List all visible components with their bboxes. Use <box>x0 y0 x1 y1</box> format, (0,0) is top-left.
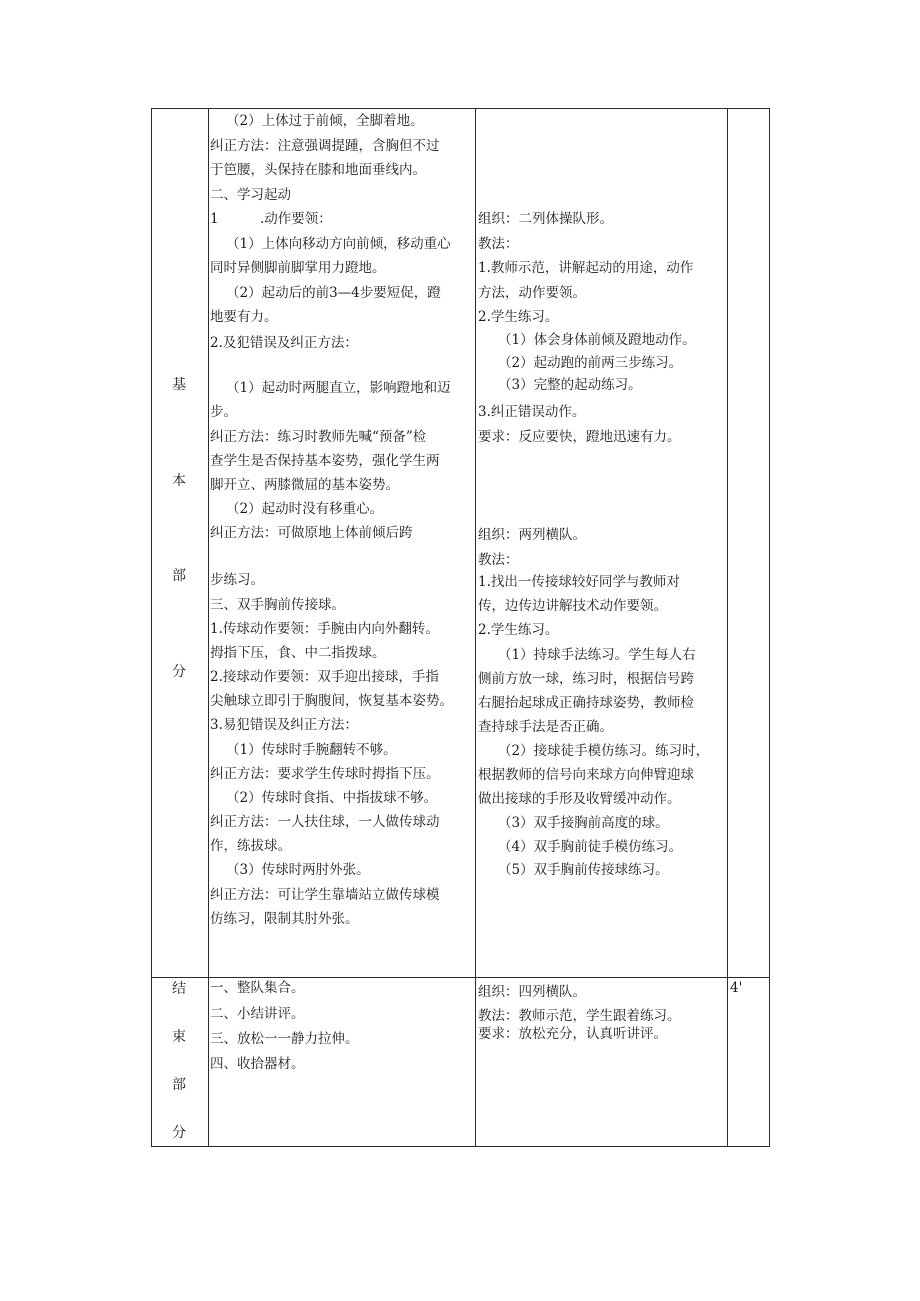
column-divider-1 <box>208 108 209 1147</box>
method-line: 组织：两列横队。 <box>478 527 586 543</box>
content-line: （2）起动时没有移重心。 <box>226 501 384 517</box>
content-line: 三、放松一一静力拉伸。 <box>210 1031 359 1047</box>
content-line: 2.接球动作要领：双手迎出接球，手指 <box>210 669 439 685</box>
table-border-top <box>151 108 770 109</box>
method-line: 组织：二列体操队形。 <box>478 211 613 227</box>
method-line: （2）接球徒手模仿练习。练习时， <box>498 743 710 759</box>
method-line: 要求：反应要快，蹬地迅速有力。 <box>478 429 681 445</box>
ending-time: 4' <box>730 980 743 996</box>
content-line: 纠正方法：一人扶住球，一人做传球动 <box>210 814 440 830</box>
content-line: 仿练习，限制其肘外张。 <box>210 911 359 927</box>
method-line: 查持球手法是否正确。 <box>478 719 613 735</box>
content-line: 纠正方法：注意强调提踵，含胸但不过 <box>210 138 440 154</box>
section-label-char: 束 <box>172 1029 186 1045</box>
column-divider-3 <box>727 108 728 1147</box>
section-label-char: 部 <box>172 568 186 584</box>
content-line: （2）上体过于前倾，全脚着地。 <box>226 113 424 129</box>
method-line: （3）双手接胸前高度的球。 <box>498 815 669 831</box>
method-line: 教法： <box>478 236 519 252</box>
section-label-char: 本 <box>172 473 186 489</box>
section-label-char: 分 <box>172 664 186 680</box>
table-border-left <box>151 108 152 1147</box>
content-line: 三、双手胸前传接球。 <box>210 597 345 613</box>
method-line: 右腿抬起球成正确持球姿势，教师检 <box>478 695 694 711</box>
section-label-char: 分 <box>172 1125 186 1141</box>
content-line: 尖触球立即引于胸腹间，恢复基本姿势。 <box>210 693 453 709</box>
content-line: 1 <box>210 211 219 227</box>
content-line: （3）传球时两肘外张。 <box>226 862 370 878</box>
method-line: 1.教师示范，讲解起动的用途，动作 <box>478 260 694 276</box>
column-divider-2 <box>475 108 476 1147</box>
method-line: 教法：教师示范，学生跟着练习。 <box>478 1008 681 1024</box>
content-line: 3.易犯错误及纠正方法： <box>210 717 358 733</box>
content-line: 一、整队集合。 <box>210 980 305 996</box>
method-line: （1）体会身体前倾及蹬地动作。 <box>498 332 696 348</box>
method-line: 组织：四列横队。 <box>478 984 586 1000</box>
method-line: 侧前方放一球，练习时，根据信号跨 <box>478 671 694 687</box>
content-line: 作，练拔球。 <box>210 838 291 854</box>
method-line: 教法： <box>478 552 519 568</box>
content-line: 二、学习起动 <box>210 187 291 203</box>
method-line: 根据教师的信号向来球方向伸臂迎球 <box>478 767 694 783</box>
method-line: （5）双手胸前传接球练习。 <box>498 862 669 878</box>
content-line: （1）传球时手腕翻转不够。 <box>226 742 397 758</box>
content-line: 地要有力。 <box>210 309 278 325</box>
content-line: 1.传球动作要领：手腕由内向外翻转。 <box>210 621 439 637</box>
method-line: （2）起动跑的前两三步练习。 <box>498 355 683 371</box>
method-line: 传，边传边讲解技术动作要领。 <box>478 598 667 614</box>
content-line: （1）上体向移动方向前倾，移动重心 <box>226 236 451 252</box>
content-line: （1）起动时两腿直立，影响蹬地和迈 <box>226 380 451 396</box>
method-line: 要求：放松充分，认真听讲评。 <box>478 1026 667 1042</box>
content-line: 二、小结讲评。 <box>210 1006 305 1022</box>
table-border-bottom <box>151 1146 770 1147</box>
method-line: （1）持球手法练习。学生每人右 <box>498 647 696 663</box>
content-line: 2.及犯错误及纠正方法： <box>210 335 358 351</box>
content-line: .动作要领： <box>260 211 332 227</box>
content-line: 脚开立、两膝微屈的基本姿势。 <box>210 477 399 493</box>
content-line: （2）起动后的前3—4步要短促，蹬 <box>226 285 441 301</box>
content-line: 纠正方法：可做原地上体前倾后跨 <box>210 525 413 541</box>
method-line: 方法，动作要领。 <box>478 285 586 301</box>
content-line: 纠正方法：要求学生传球时拇指下压。 <box>210 766 440 782</box>
section-label-char: 部 <box>172 1077 186 1093</box>
method-line: （3）完整的起动练习。 <box>498 377 642 393</box>
section-label-char: 结 <box>172 981 186 997</box>
method-line: 2.学生练习。 <box>478 309 559 325</box>
content-line: 查学生是否保持基本姿势，强化学生两 <box>210 453 440 469</box>
method-line: （4）双手胸前徒手模仿练习。 <box>498 839 683 855</box>
section-divider <box>151 977 770 978</box>
method-line: 1.找出一传接球较好同学与教师对 <box>478 574 680 590</box>
method-line: 做出接球的手形及收臂缓冲动作。 <box>478 791 681 807</box>
content-line: 拇指下压，食、中二指拨球。 <box>210 645 386 661</box>
section-label-char: 基 <box>172 377 186 393</box>
content-line: 四、收拾器材。 <box>210 1056 305 1072</box>
table-border-right <box>769 108 770 1147</box>
content-line: 于笆腰，头保持在膝和地面垂线内。 <box>210 162 426 178</box>
content-line: 纠正方法：练习时教师先喊“预备”检 <box>210 429 427 445</box>
content-line: 步。 <box>210 404 237 420</box>
content-line: 纠正方法：可让学生靠墙站立做传球模 <box>210 887 440 903</box>
method-line: 3.纠正错误动作。 <box>478 404 586 420</box>
content-line: （2）传球时食指、中指拔球不够。 <box>226 790 438 806</box>
content-line: 步练习。 <box>210 572 264 588</box>
content-line: 同时异侧脚前脚掌用力蹬地。 <box>210 260 386 276</box>
method-line: 2.学生练习。 <box>478 622 559 638</box>
